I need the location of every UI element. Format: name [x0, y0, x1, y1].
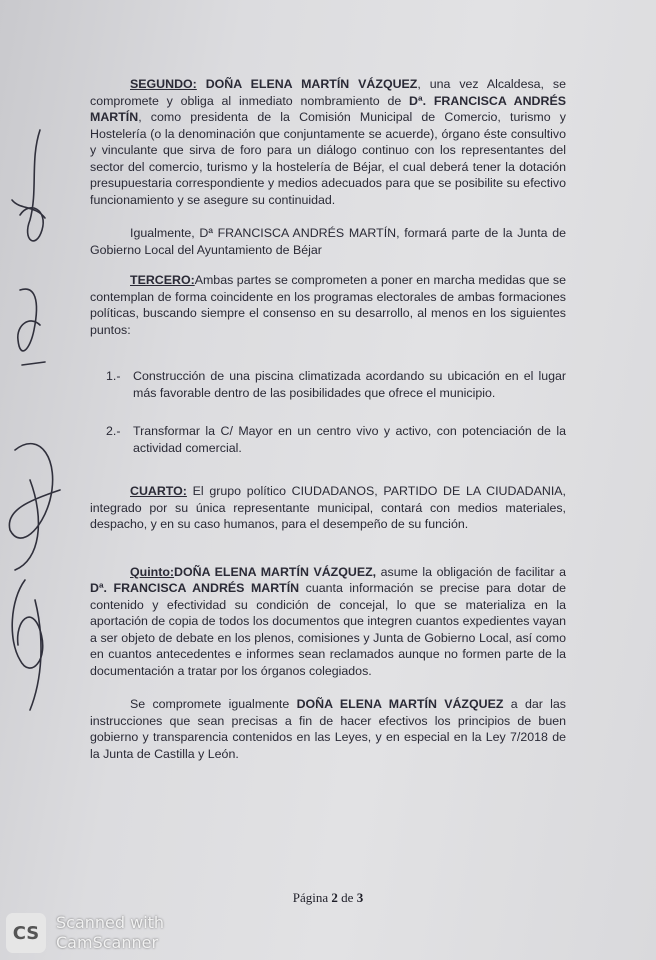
camscanner-watermark [56, 913, 164, 953]
segundo-text-2: , como presidenta de la Comisión Municipal de Comercio, turismo y Hostelería (o la denominación que conjuntamente se acuerde), órgano éste consultivo y vinculante que sirva de foro para un diálogo continuo con los representantes del sector del comercio, turismo y la hostelería de Béjar, el cual deberá tener la dotación presupuestaria correspondiente y medios adecuados para que se posibilite su efectivo funcionamiento y se asegure su continuidad. [90, 110, 566, 207]
list-item [106, 368, 566, 401]
list-text: Construcción de una piscina climatizada acordando su ubicación en el lugar más favorable dentro de las posibilidades que ofrece el municipio. [133, 369, 566, 400]
heading-quinto: Quinto: [130, 564, 175, 579]
paragraph-tercero [90, 272, 566, 338]
total-pages: 3 [356, 890, 364, 905]
current-page: 2 [331, 890, 338, 905]
paragraph-igualmente: Igualmente, Dª FRANCISCA ANDRÉS MARTÍN, formará parte de la Junta de Gobierno Local del Ayuntamiento de Béjar [90, 226, 566, 257]
name-elena: DOÑA ELENA MARTÍN VÁZQUEZ [205, 77, 418, 91]
paragraph-cuarto [90, 483, 566, 533]
quinto-text-1: asume la obligación de facilitar a [376, 564, 566, 579]
watermark-line-2: CamScanner [56, 933, 159, 952]
name-francisca: Dª. FRANCISCA ANDRÉS MARTÍN [90, 93, 566, 124]
quinto-text-2: cuanta información se precise para dotar de contenido y efectividad su condición de concejal, lo que se materializa en la aportación de copia de todos los documentos que integren cuantos expedientes vayan a ser objeto de debate en los plenos, comisiones y Junta de Gobierno Local, así como en cuantos antecedentes e informes sean reclamados aunque no formen parte de la documentación a tratar por los órganos colegiados. [90, 581, 566, 678]
list-item [106, 423, 566, 456]
page-mid: de [337, 890, 357, 905]
list-number: 1.- [106, 369, 121, 383]
tercero-text: Ambas partes se comprometen a poner en marcha medidas que se contemplan de forma coincidente en los programas electorales de ambas formaciones políticas, buscando siempre el consenso en su desarrollo, al menos en los siguientes puntos: [90, 273, 566, 337]
paragraph-compromete [90, 696, 566, 762]
list-text: Transformar la C/ Mayor en un centro vivo y activo, con potenciación de la actividad comercial. [133, 424, 566, 455]
logo-text: CS [12, 922, 40, 944]
compromete-text-1: Se compromete igualmente [130, 697, 297, 711]
list-number: 2.- [106, 424, 121, 438]
segundo-text-1: , una vez Alcaldesa, se compromete y obliga al inmediato nombramiento de [90, 77, 566, 108]
document-body [90, 76, 566, 762]
paragraph-quinto [90, 564, 566, 680]
name-elena: DOÑA ELENA MARTÍN VÁZQUEZ, [174, 564, 377, 579]
margin-signatures [0, 100, 100, 740]
page-prefix: Página [292, 890, 332, 905]
compromete-text-2: a dar las instrucciones que sean precisas a fin de hacer efectivos los principios de buen gobierno y transparencia contenidos en las Leyes, y en especial en la Ley 7/2018 de la Junta de Castilla y León. [90, 697, 567, 761]
paragraph-segundo [90, 76, 566, 208]
name-elena: DOÑA ELENA MARTÍN VÁZQUEZ [296, 697, 504, 711]
heading-tercero: TERCERO: [130, 273, 195, 287]
watermark-line-1: Scanned with [56, 913, 165, 932]
camscanner-logo-icon [6, 913, 46, 953]
heading-segundo: SEGUNDO: [130, 77, 197, 91]
heading-cuarto: CUARTO: [130, 484, 187, 498]
page-number [0, 890, 656, 906]
name-francisca: Dª. FRANCISCA ANDRÉS MARTÍN [90, 581, 300, 595]
cuarto-text: El grupo político CIUDADANOS, PARTIDO DE LA CIUDADANIA, integrado por su única representante municipal, contará con medios materiales, despacho, y en su caso humanos, para el desempeño de su función. [90, 484, 566, 531]
